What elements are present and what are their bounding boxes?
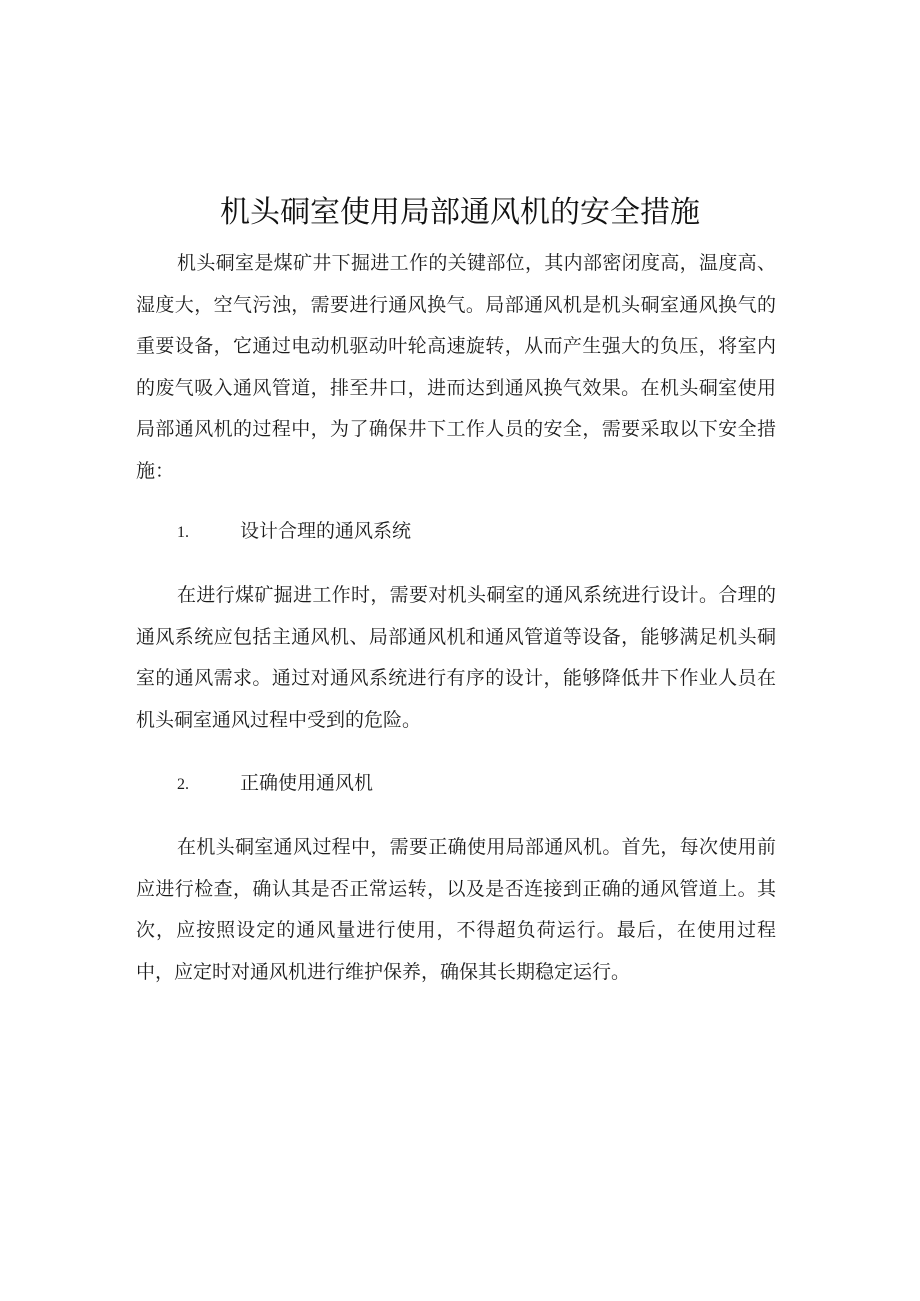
section-paragraph: 在进行煤矿掘进工作时，需要对机头硐室的通风系统进行设计。合理的通风系统应包括主通风机、局部通风机和通风管道等设备，能够满足机头硐室的通风需求。通过对通风系统进行有序的设计，能够降低井下作业人员在机头硐室通风过程中受到的危险。 — [136, 584, 776, 731]
section-heading — [177, 511, 411, 554]
document-title: 机头硐室使用局部通风机的安全措施 — [220, 195, 700, 230]
intro-paragraph: 机头硐室是煤矿井下掘进工作的关键部位，其内部密闭度高，温度高、湿度大，空气污浊，需要进行通风换气。局部通风机是机头硐室通风换气的重要设备，它通过电动机驱动叶轮高速旋转，从而产生强大的负压，将室内的废气吸入通风管道，排至井口，进而达到通风换气效果。在机头硐室使用局部通风机的过程中，为了确保井下工作人员的安全，需要采取以下安全措施： — [136, 252, 776, 482]
section-number: 2. — [177, 776, 189, 793]
section-heading-text: 设计合理的通风系统 — [240, 520, 412, 542]
section-heading — [177, 763, 373, 806]
section-heading-text: 正确使用通风机 — [240, 772, 374, 794]
section-paragraph: 在机头硐室通风过程中，需要正确使用局部通风机。首先，每次使用前应进行检查，确认其是否正常运转，以及是否连接到正确的通风管道上。其次，应按照设定的通风量进行使用，不得超负荷运行。最后，在使用过程中，应定时对通风机进行维护保养，确保其长期稳定运行。 — [136, 836, 776, 983]
section-number: 1. — [177, 524, 189, 541]
